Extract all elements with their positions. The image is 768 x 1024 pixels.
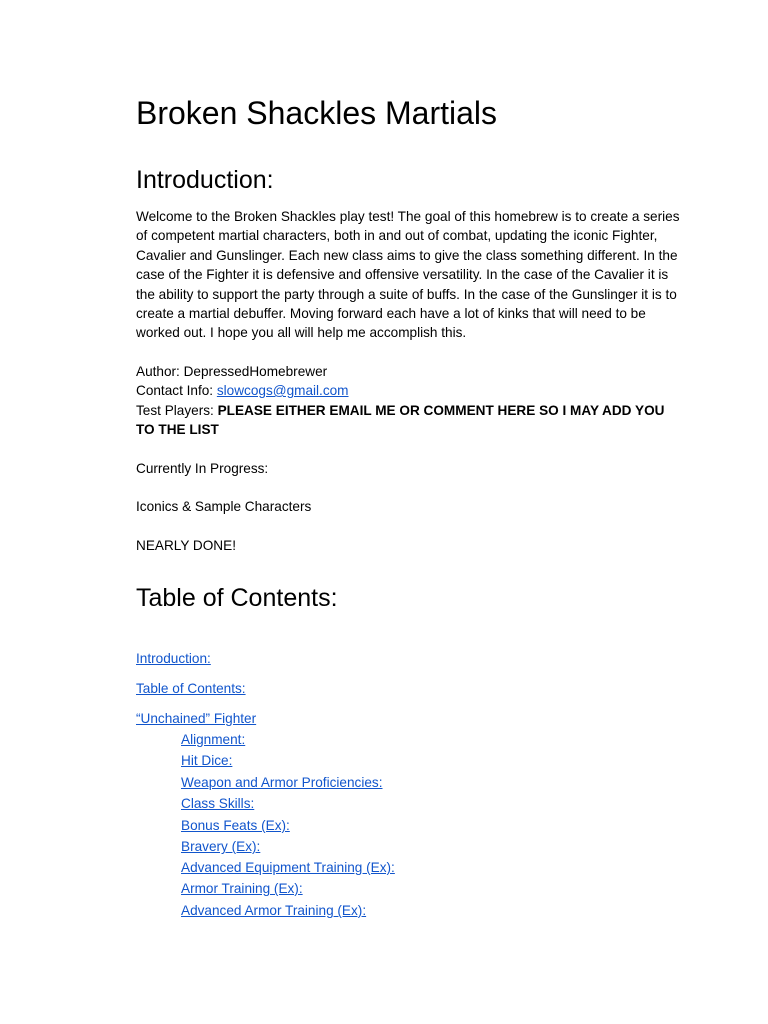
toc-entry-introduction	[136, 650, 211, 668]
toc-subentry-armor-training	[181, 880, 303, 898]
introduction-body: Welcome to the Broken Shackles play test! The goal of this homebrew is to create a series of competent martial characters, both in and out of combat, updating the iconic Fighter, Cavalier and Gunslinger. Each new class aims to give the class something different. In the case of the Fighter it is defensive and offensive versatility. In the case of the Cavalier it is the ability to support the party through a suite of buffs. In the case of the Gunslinger it is to create a martial debuffer. Moving forward each have a lot of kinks that will need to be worked out. I hope you all will help me accomplish this.	[136, 209, 680, 341]
toc-entry-unchained-fighter	[136, 710, 256, 728]
contact-label: Contact Info:	[136, 383, 217, 398]
toc-link-unchained-fighter[interactable]: “Unchained” Fighter	[136, 711, 257, 726]
toc-link-alignment[interactable]: Alignment:	[181, 732, 246, 747]
toc-subentry-bonus-feats	[181, 817, 290, 835]
toc-subentry-weapon-armor-proficiencies	[181, 774, 383, 792]
toc-link-bravery[interactable]: Bravery (Ex):	[181, 839, 261, 854]
toc-link-armor-training[interactable]: Armor Training (Ex):	[181, 881, 303, 896]
toc-link-advanced-equipment-training[interactable]: Advanced Equipment Training (Ex):	[181, 860, 395, 875]
introduction-heading: Introduction:	[136, 166, 274, 194]
toc-subentry-hit-dice	[181, 752, 232, 770]
toc-link-introduction[interactable]: Introduction:	[136, 651, 211, 666]
toc-link-advanced-armor-training[interactable]: Advanced Armor Training (Ex):	[181, 903, 367, 918]
contact-line	[136, 381, 349, 400]
contact-email-link[interactable]: slowcogs@gmail.com	[216, 383, 349, 398]
progress-item: Iconics & Sample Characters	[136, 499, 312, 514]
progress-status: NEARLY DONE!	[136, 538, 236, 553]
toc-subentry-alignment	[181, 731, 245, 749]
toc-subentry-class-skills	[181, 795, 254, 813]
toc-link-weapon-armor-proficiencies[interactable]: Weapon and Armor Proficiencies:	[181, 775, 383, 790]
toc-heading: Table of Contents:	[136, 584, 338, 612]
toc-link-table-of-contents[interactable]: Table of Contents:	[136, 681, 246, 696]
toc-link-bonus-feats[interactable]: Bonus Feats (Ex):	[181, 818, 290, 833]
toc-subentry-advanced-armor-training	[181, 902, 366, 920]
toc-subentry-advanced-equipment-training	[181, 859, 395, 877]
toc-link-class-skills[interactable]: Class Skills:	[181, 796, 255, 811]
test-players-value: PLEASE EITHER EMAIL ME OR COMMENT HERE SO I MAY ADD YOU TO THE LIST	[136, 403, 665, 438]
author-line: Author: DepressedHomebrewer	[136, 364, 328, 379]
toc-link-hit-dice[interactable]: Hit Dice:	[181, 753, 233, 768]
test-players-line	[136, 401, 686, 440]
toc-entry-table-of-contents	[136, 680, 246, 698]
toc-subentry-bravery	[181, 838, 260, 856]
document-title: Broken Shackles Martials	[136, 95, 498, 131]
progress-label: Currently In Progress:	[136, 461, 269, 476]
test-players-label: Test Players:	[136, 403, 218, 418]
